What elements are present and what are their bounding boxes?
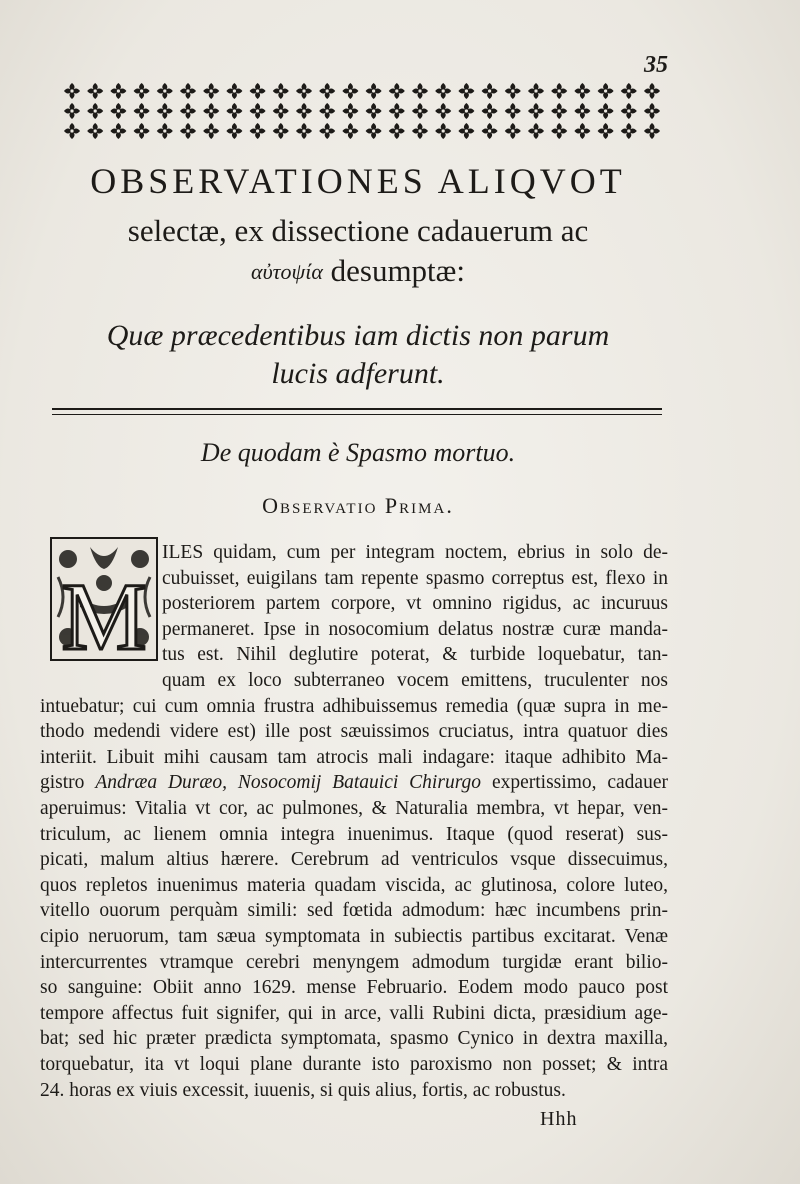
fleuron-ornament [435, 83, 451, 99]
body-line: tempore affectus fuit signifer, qui in arce, valli Rubini dicta, præsidium age- [40, 1002, 668, 1024]
page-number: 35 [644, 52, 668, 78]
fleuron-ornament [180, 83, 196, 99]
body-line: interiit. Libuit mihi causam tam atrocis mali indagare: itaque adhibito Ma- [40, 746, 668, 768]
fleuron-ornament [574, 103, 590, 119]
body-line: triculum, ac lienem omnia integra inuenimus. Itaque (quod reserat) sus- [40, 823, 668, 845]
fleuron-ornament [551, 123, 567, 139]
fleuron-ornament [412, 123, 428, 139]
fleuron-ornament [87, 123, 103, 139]
body-line: torquebatur, ita vt loqui plane durante isto paroxismo non posset; & intra [40, 1054, 668, 1075]
body-line: posteriorem partem corpore, vt omnino rigidus, ac incuruus [162, 593, 668, 615]
fleuron-ornament [412, 83, 428, 99]
body-line: picati, malum altius hærere. Cerebrum ad ventriculos vsque dissecuimus, [40, 849, 668, 871]
fleuron-ornament [87, 83, 103, 99]
fleuron-ornament [528, 103, 544, 119]
body-line: permaneret. Ipse in nosocomium delatus nostræ curæ manda- [162, 618, 668, 640]
fleuron-ornament [551, 83, 567, 99]
fleuron-ornament [273, 103, 289, 119]
fleuron-ornament [551, 103, 567, 119]
fleuron-ornament [482, 83, 498, 99]
fleuron-ornament [157, 103, 173, 119]
observation-title: Observatio Prima. [262, 493, 454, 518]
fleuron-ornament [296, 83, 312, 99]
body-line: intuebatur; cui cum omnia frustra adhibuissemus remedia (quæ supra in me- [40, 695, 668, 717]
subtitle-line-1: selectæ, ex dissectione cadauerum ac [127, 213, 589, 248]
fleuron-ornament [296, 103, 312, 119]
body-line: quam ex loco subterraneo vocem emittens, truculenter nos [162, 670, 668, 691]
body-line: ILES quidam, cum per integram noctem, ebrius in solo de- [162, 542, 668, 563]
body-text-span: expertissimo, cadauer [481, 772, 668, 794]
fleuron-ornament [180, 123, 196, 139]
fleuron-ornament [319, 103, 335, 119]
fleuron-ornament [250, 83, 266, 99]
fleuron-ornament [621, 103, 637, 119]
horizontal-rule [52, 408, 662, 415]
fleuron-ornament [273, 123, 289, 139]
fleuron-ornament [342, 83, 358, 99]
fleuron-ornament [110, 103, 126, 119]
body-line: thodo medendi videre est) ille post sæuissimos cruciatus, intra quatuor dies [40, 721, 668, 743]
drop-cap-letter: M [61, 563, 147, 661]
fleuron-ornament [157, 83, 173, 99]
fleuron-ornament [435, 123, 451, 139]
fleuron-ornament [342, 123, 358, 139]
fleuron-ornament [389, 103, 405, 119]
fleuron-ornament [296, 123, 312, 139]
fleuron-ornament [273, 83, 289, 99]
fleuron-ornament [482, 123, 498, 139]
fleuron-ornament [203, 83, 219, 99]
ornamental-headpiece [60, 80, 668, 142]
fleuron-ornament [134, 123, 150, 139]
fleuron-ornament [366, 103, 382, 119]
fleuron-ornament [319, 83, 335, 99]
fleuron-ornament [598, 123, 614, 139]
fleuron-ornament [505, 103, 521, 119]
fleuron-ornament [621, 123, 637, 139]
fleuron-ornament [64, 123, 80, 139]
body-line: intercurrentes vtramque cerebri menyngem admodum turgidæ erant bilio- [40, 951, 668, 973]
fleuron-ornament [598, 83, 614, 99]
fleuron-ornament [64, 83, 80, 99]
page-title: OBSERVATIONES ALIQVOT [90, 161, 626, 201]
fleuron-ornament [226, 103, 242, 119]
decorated-drop-cap [50, 537, 158, 661]
body-line: so sanguine: Obiit anno 1629. mense Februario. Eodem modo pauco post [40, 977, 668, 999]
fleuron-ornament [366, 123, 382, 139]
subtitle-line-2-text: desumptæ: [322, 253, 465, 288]
body-line: bat; sed hic præter prædicta symptomata, spasmo Cynico in dextra maxilla, [40, 1028, 668, 1050]
fleuron-ornament [574, 123, 590, 139]
section-title: De quodam è Spasmo mortuo. [200, 438, 516, 467]
greek-word: αὐτοψία [251, 259, 323, 284]
fleuron-ornament [574, 83, 590, 99]
body-text-span: gistro [40, 772, 96, 794]
signature-mark: Hhh [540, 1108, 578, 1130]
fleuron-ornament [110, 83, 126, 99]
fleuron-ornament [528, 123, 544, 139]
body-line: cipio neruorum, tam sæua symptomata in subiectis partibus excitarat. Venæ [40, 926, 668, 947]
body-line: quos repletos inuenimus materia quadam viscida, ac glutinosa, colore luteo, [40, 874, 668, 896]
fleuron-ornament [598, 103, 614, 119]
body-line: tus est. Nihil deglutire poterat, & turbide loquebatur, tan- [162, 644, 668, 666]
fleuron-ornament [435, 103, 451, 119]
fleuron-ornament [644, 103, 660, 119]
caption-line-1: Quæ præcedentibus iam dictis non parum [106, 319, 610, 352]
fleuron-ornament [458, 103, 474, 119]
fleuron-ornament [226, 83, 242, 99]
fleuron-ornament [505, 123, 521, 139]
body-line: aperuimus: Vitalia vt cor, ac pulmones, & Naturalia membra, vt hepar, ven- [40, 798, 668, 819]
fleuron-ornament [366, 83, 382, 99]
fleuron-ornament [389, 123, 405, 139]
fleuron-ornament [458, 83, 474, 99]
fleuron-ornament [250, 123, 266, 139]
fleuron-ornament [644, 83, 660, 99]
fleuron-ornament [180, 103, 196, 119]
body-line: cubuisset, euigilans tam repente spasmo correptus est, flexo in [162, 567, 668, 589]
fleuron-ornament [482, 103, 498, 119]
fleuron-ornament [250, 103, 266, 119]
fleuron-ornament [157, 123, 173, 139]
fleuron-ornament [203, 123, 219, 139]
fleuron-ornament [203, 103, 219, 119]
fleuron-ornament [621, 83, 637, 99]
fleuron-ornament [389, 83, 405, 99]
fleuron-ornament [505, 83, 521, 99]
fleuron-ornament [64, 103, 80, 119]
fleuron-ornament [110, 123, 126, 139]
fleuron-ornament [528, 83, 544, 99]
fleuron-ornament [644, 123, 660, 139]
caption-line-2: lucis adferunt. [271, 357, 445, 390]
fleuron-ornament [87, 103, 103, 119]
fleuron-ornament [342, 103, 358, 119]
fleuron-ornament [319, 123, 335, 139]
fleuron-ornament [134, 103, 150, 119]
fleuron-ornament [412, 103, 428, 119]
body-line: vitello ouorum perquàm simili: sed fœtida admodum: hæc incumbens prin- [40, 900, 668, 922]
body-line: 24. horas ex viuis excessit, iuuenis, si quis alius, fortis, ac robustus. [40, 1079, 566, 1101]
fleuron-ornament [226, 123, 242, 139]
fleuron-ornament [134, 83, 150, 99]
subtitle-line-2 [40, 252, 676, 291]
fleuron-ornament [458, 123, 474, 139]
body-line [40, 770, 668, 795]
italic-name: Andræa Duræo, Nosocomij Batauici Chirurgo [95, 772, 482, 794]
